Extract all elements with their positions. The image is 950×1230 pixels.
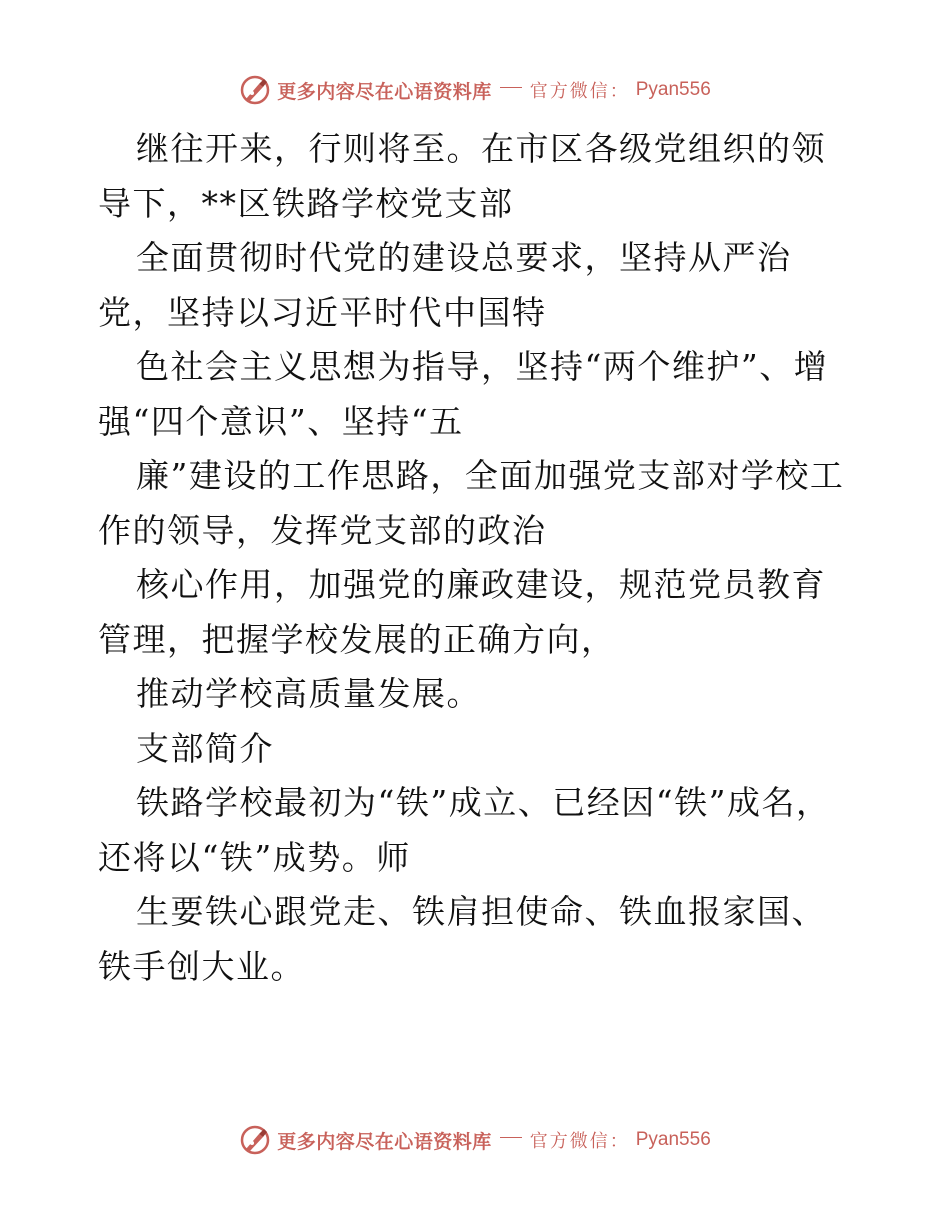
watermark-text: 更多内容尽在心语资料库 bbox=[277, 1130, 492, 1153]
footer-watermark bbox=[0, 1120, 950, 1160]
paragraph: 廉”建设的工作思路，全面加强党支部对学校工作的领导，发挥党支部的政治 bbox=[98, 456, 845, 550]
paragraph: 推动学校高质量发展。 bbox=[136, 674, 481, 713]
paragraph: 铁路学校最初为“铁”成立、已经因“铁”成名，还将以“铁”成势。师 bbox=[98, 783, 831, 877]
watermark-id: Pyan556 bbox=[635, 1129, 711, 1150]
watermark-text: 更多内容尽在心语资料库 bbox=[277, 80, 492, 103]
section-heading: 支部简介 bbox=[136, 728, 274, 768]
document-body bbox=[98, 122, 858, 994]
pen-logo-icon bbox=[239, 74, 271, 106]
watermark-label: 官方微信： bbox=[529, 1131, 630, 1152]
pen-logo-icon bbox=[239, 1124, 271, 1156]
paragraph: 全面贯彻时代党的建设总要求，坚持从严治党，坚持以习近平时代中国特 bbox=[98, 238, 792, 332]
watermark-label: 官方微信： bbox=[529, 81, 630, 102]
paragraph: 核心作用，加强党的廉政建设，规范党员教育管理，把握学校发展的正确方向， bbox=[98, 565, 826, 659]
paragraph: 生要铁心跟党走、铁肩担使命、铁血报家国、铁手创大业。 bbox=[98, 892, 826, 986]
header-watermark bbox=[0, 70, 950, 110]
watermark-id: Pyan556 bbox=[635, 79, 711, 100]
watermark-dash bbox=[500, 87, 522, 88]
watermark-dash bbox=[500, 1137, 522, 1138]
paragraph: 继往开来，行则将至。在市区各级党组织的领导下，**区铁路学校党支部 bbox=[98, 129, 826, 223]
paragraph: 色社会主义思想为指导，坚持“两个维护”、增强“四个意识”、坚持“五 bbox=[98, 347, 829, 441]
